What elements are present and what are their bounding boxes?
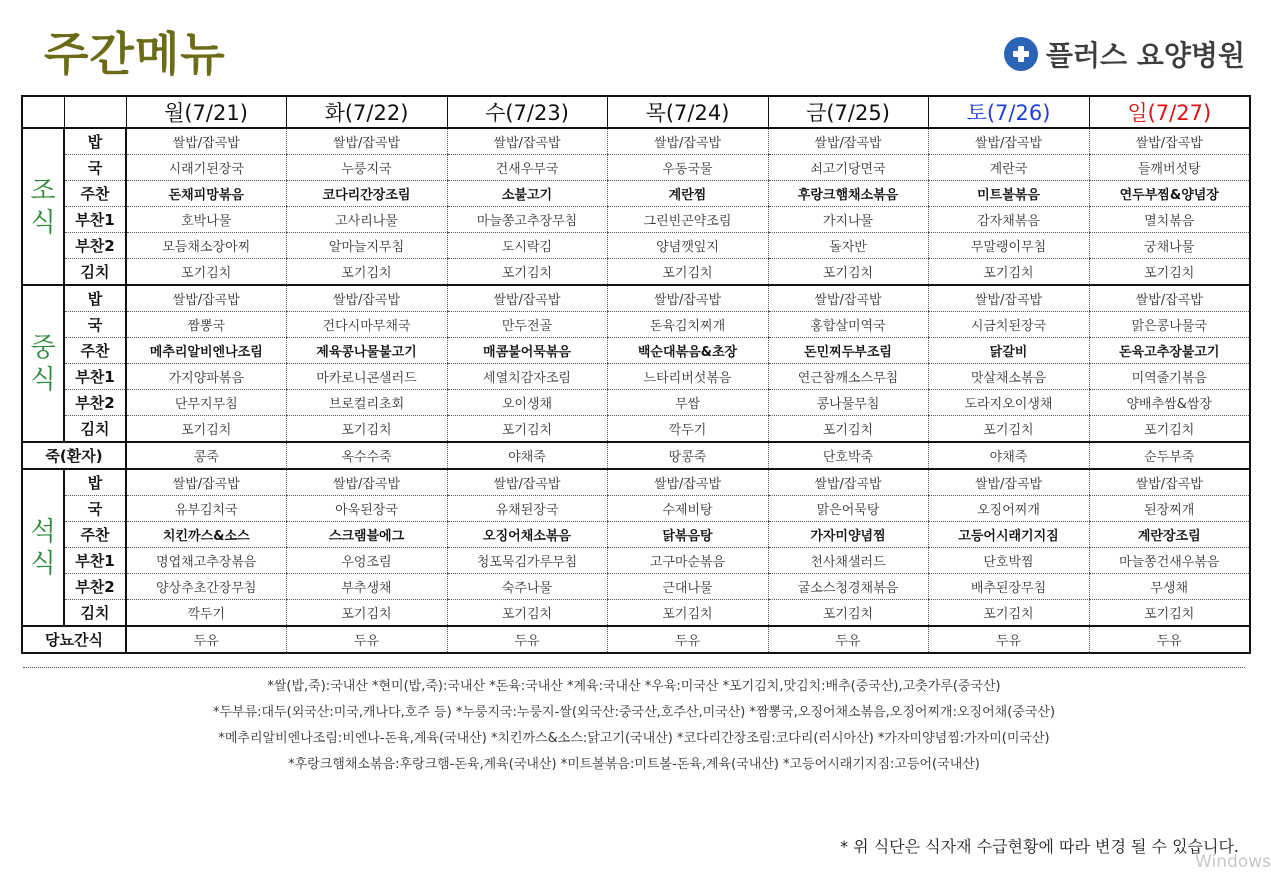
menu-row: [22, 548, 1250, 574]
menu-item: 계란찜: [607, 181, 768, 207]
menu-item: 청포묵김가루무침: [447, 548, 607, 574]
plus-cross-icon: [1004, 37, 1038, 71]
category-label: 주찬: [64, 522, 126, 548]
menu-item: 쌀밥/잡곡밥: [768, 469, 928, 496]
category-label: 밥: [64, 285, 126, 312]
menu-row: [22, 128, 1250, 155]
menu-item: 멸치볶음: [1089, 207, 1250, 233]
menu-item: 소불고기: [447, 181, 607, 207]
menu-item: 쌀밥/잡곡밥: [126, 128, 286, 155]
menu-item: 두유: [447, 626, 607, 653]
menu-item: 쌀밥/잡곡밥: [928, 285, 1089, 312]
menu-item: 들깨버섯탕: [1089, 155, 1250, 181]
menu-item: 배추된장무침: [928, 574, 1089, 600]
menu-item: 야채죽: [447, 442, 607, 469]
menu-item: 호박나물: [126, 207, 286, 233]
menu-item: 쌀밥/잡곡밥: [447, 128, 607, 155]
category-label: 국: [64, 496, 126, 522]
category-label: 부찬2: [64, 390, 126, 416]
notes-divider: [23, 667, 1245, 668]
menu-item: 쌀밥/잡곡밥: [126, 285, 286, 312]
menu-item: 궁채나물: [1089, 233, 1250, 259]
menu-item: 두유: [607, 626, 768, 653]
menu-item: 가자미양념찜: [768, 522, 928, 548]
menu-item: 깍두기: [607, 416, 768, 443]
menu-row: [22, 338, 1250, 364]
menu-item: 쌀밥/잡곡밥: [286, 469, 447, 496]
menu-item: 가지양파볶음: [126, 364, 286, 390]
menu-item: 누룽지국: [286, 155, 447, 181]
page-title: 주간메뉴: [44, 27, 226, 81]
menu-item: 고사리나물: [286, 207, 447, 233]
menu-item: 포기김치: [607, 259, 768, 286]
menu-item: 도라지오이생채: [928, 390, 1089, 416]
menu-item: 돈민찌두부조림: [768, 338, 928, 364]
change-notice: * 위 식단은 식자재 수급현황에 따라 변경 될 수 있습니다.: [840, 837, 1239, 856]
menu-row: [22, 364, 1250, 390]
menu-item: 맑은콩나물국: [1089, 312, 1250, 338]
menu-row: [22, 469, 1250, 496]
menu-item: 가지나물: [768, 207, 928, 233]
menu-item: 포기김치: [447, 600, 607, 627]
menu-item: 코다리간장조림: [286, 181, 447, 207]
menu-item: 돈육김치찌개: [607, 312, 768, 338]
menu-item: 양념깻잎지: [607, 233, 768, 259]
menu-item: 메추리알비엔나조림: [126, 338, 286, 364]
menu-item: 숙주나물: [447, 574, 607, 600]
category-label: 부찬1: [64, 207, 126, 233]
menu-item: 쌀밥/잡곡밥: [607, 469, 768, 496]
menu-row: [22, 416, 1250, 443]
origin-note-line: *쌀(밥,죽):국내산 *현미(밥,죽):국내산 *돈육:국내산 *계육:국내산 *우육:미국산 *포기김치,맛김치:배추(중국산),고춧가루(중국산): [267, 679, 1001, 694]
menu-item: 제육콩나물불고기: [286, 338, 447, 364]
menu-item: 우엉조림: [286, 548, 447, 574]
menu-item: 땅콩죽: [607, 442, 768, 469]
menu-item: 쌀밥/잡곡밥: [1089, 469, 1250, 496]
hospital-name: 플러스 요양병원: [1045, 39, 1245, 72]
category-label: 김치: [64, 259, 126, 286]
weekly-menu-table: [21, 95, 1251, 654]
day-header: 목(7/24): [607, 96, 768, 128]
menu-item: 포기김치: [928, 259, 1089, 286]
menu-row: [22, 259, 1250, 286]
origin-notes: [23, 674, 1245, 778]
menu-item: 근대나물: [607, 574, 768, 600]
menu-item: 양상추초간장무침: [126, 574, 286, 600]
menu-row: [22, 496, 1250, 522]
menu-item: 오징어채소볶음: [447, 522, 607, 548]
menu-item: 포기김치: [928, 600, 1089, 627]
menu-item: 쌀밥/잡곡밥: [286, 285, 447, 312]
day-header: 월(7/21): [126, 96, 286, 128]
meal-label-dinner: 석식: [22, 469, 64, 626]
meal-label-breakfast: 조식: [22, 128, 64, 285]
category-label: 국: [64, 312, 126, 338]
menu-row-diabetic: [22, 626, 1250, 653]
menu-row: [22, 600, 1250, 627]
menu-item: 만두전골: [447, 312, 607, 338]
category-label: 김치: [64, 416, 126, 443]
menu-item: 감자채볶음: [928, 207, 1089, 233]
menu-item: 순두부죽: [1089, 442, 1250, 469]
menu-item: 돌자반: [768, 233, 928, 259]
menu-item: 우동국물: [607, 155, 768, 181]
menu-item: 오이생채: [447, 390, 607, 416]
menu-item: 깍두기: [126, 600, 286, 627]
porridge-label: 죽(환자): [22, 442, 126, 469]
menu-item: 단무지무침: [126, 390, 286, 416]
category-label: 밥: [64, 469, 126, 496]
menu-row: [22, 522, 1250, 548]
category-label: 부찬2: [64, 574, 126, 600]
menu-item: 두유: [1089, 626, 1250, 653]
diabetic-label: 당뇨간식: [22, 626, 126, 653]
origin-note-line: *두부류:대두(외국산:미국,캐나다,호주 등) *누룽지국:누룽지-쌀(외국산:중국산,호주산,미국산) *짬뽕국,오징어채소볶음,오징어찌개:오징어채(중국산): [212, 705, 1056, 720]
menu-item: 양배추쌈&쌈장: [1089, 390, 1250, 416]
menu-item: 치킨까스&소스: [126, 522, 286, 548]
day-header: 수(7/23): [447, 96, 607, 128]
menu-item: 쌀밥/잡곡밥: [607, 128, 768, 155]
menu-item: 연두부찜&양념장: [1089, 181, 1250, 207]
menu-item: 굴소스청경채볶음: [768, 574, 928, 600]
menu-item: 맑은어묵탕: [768, 496, 928, 522]
menu-item: 짬뽕국: [126, 312, 286, 338]
menu-item: 포기김치: [768, 600, 928, 627]
category-label: 주찬: [64, 338, 126, 364]
menu-item: 백순대볶음&초장: [607, 338, 768, 364]
menu-item: 세열치감자조림: [447, 364, 607, 390]
menu-item: 연근참깨소스무침: [768, 364, 928, 390]
menu-item: 두유: [928, 626, 1089, 653]
menu-item: 고등어시래기지짐: [928, 522, 1089, 548]
menu-item: 건새우무국: [447, 155, 607, 181]
menu-item: 쌀밥/잡곡밥: [1089, 285, 1250, 312]
menu-row: [22, 312, 1250, 338]
menu-item: 쌀밥/잡곡밥: [1089, 128, 1250, 155]
menu-row: [22, 285, 1250, 312]
menu-item: 포기김치: [607, 600, 768, 627]
menu-item: 쇠고기당면국: [768, 155, 928, 181]
corner-cell: [22, 96, 64, 128]
menu-item: 미역줄기볶음: [1089, 364, 1250, 390]
menu-item: 콩죽: [126, 442, 286, 469]
day-header-sunday: 일(7/27): [1089, 96, 1250, 128]
menu-item: 두유: [126, 626, 286, 653]
menu-item: 쌀밥/잡곡밥: [607, 285, 768, 312]
day-header-saturday: 토(7/26): [928, 96, 1089, 128]
category-label: 부찬1: [64, 548, 126, 574]
menu-item: 야채죽: [928, 442, 1089, 469]
menu-item: 무말랭이무침: [928, 233, 1089, 259]
menu-item: 포기김치: [1089, 259, 1250, 286]
menu-item: 시래기된장국: [126, 155, 286, 181]
menu-item: 마카로니콘샐러드: [286, 364, 447, 390]
menu-item: 후랑크햄채소볶음: [768, 181, 928, 207]
category-label: 부찬2: [64, 233, 126, 259]
menu-item: 무생채: [1089, 574, 1250, 600]
menu-item: 고구마순볶음: [607, 548, 768, 574]
menu-item: 두유: [286, 626, 447, 653]
menu-row-porridge: [22, 442, 1250, 469]
menu-item: 포기김치: [286, 600, 447, 627]
menu-item: 두유: [768, 626, 928, 653]
menu-item: 명엽채고추장볶음: [126, 548, 286, 574]
menu-item: 모듬채소장아찌: [126, 233, 286, 259]
menu-item: 느타리버섯볶음: [607, 364, 768, 390]
menu-row: [22, 181, 1250, 207]
menu-item: 콩나물무침: [768, 390, 928, 416]
menu-item: 포기김치: [126, 416, 286, 443]
menu-item: 닭볶음탕: [607, 522, 768, 548]
category-header-cell: [64, 96, 126, 128]
menu-row: [22, 390, 1250, 416]
menu-item: 스크램블에그: [286, 522, 447, 548]
menu-item: 건다시마무채국: [286, 312, 447, 338]
menu-item: 포기김치: [928, 416, 1089, 443]
menu-item: 포기김치: [768, 259, 928, 286]
menu-item: 돈육고추장불고기: [1089, 338, 1250, 364]
menu-item: 알마늘지무침: [286, 233, 447, 259]
day-header: 화(7/22): [286, 96, 447, 128]
meal-label-lunch: 중식: [22, 285, 64, 442]
menu-item: 무쌈: [607, 390, 768, 416]
menu-item: 매콤불어묵볶음: [447, 338, 607, 364]
menu-item: 쌀밥/잡곡밥: [768, 128, 928, 155]
menu-item: 포기김치: [447, 259, 607, 286]
menu-item: 마늘쫑고추장무침: [447, 207, 607, 233]
origin-note-line: *메추리알비엔나조림:비엔나-돈육,계육(국내산) *치킨까스&소스:닭고기(국내산) *코다리간장조림:코다리(러시아산) *가자미양념찜:가자미(미국산): [218, 731, 1050, 746]
category-label: 김치: [64, 600, 126, 627]
menu-item: 쌀밥/잡곡밥: [447, 285, 607, 312]
menu-item: 마늘쫑건새우볶음: [1089, 548, 1250, 574]
menu-row: [22, 574, 1250, 600]
menu-item: 홍합살미역국: [768, 312, 928, 338]
category-label: 부찬1: [64, 364, 126, 390]
menu-item: 쌀밥/잡곡밥: [928, 128, 1089, 155]
category-label: 주찬: [64, 181, 126, 207]
menu-item: 포기김치: [1089, 416, 1250, 443]
hospital-brand: [1004, 34, 1245, 74]
category-label: 밥: [64, 128, 126, 155]
menu-item: 그린빈곤약조림: [607, 207, 768, 233]
menu-row: [22, 155, 1250, 181]
menu-row: [22, 233, 1250, 259]
day-header: 금(7/25): [768, 96, 928, 128]
menu-item: 쌀밥/잡곡밥: [447, 469, 607, 496]
menu-item: 쌀밥/잡곡밥: [286, 128, 447, 155]
menu-item: 계란국: [928, 155, 1089, 181]
menu-item: 포기김치: [768, 416, 928, 443]
menu-item: 유채된장국: [447, 496, 607, 522]
menu-item: 쌀밥/잡곡밥: [126, 469, 286, 496]
menu-item: 유부김치국: [126, 496, 286, 522]
menu-item: 포기김치: [447, 416, 607, 443]
day-header-row: [22, 96, 1250, 128]
menu-item: 포기김치: [1089, 600, 1250, 627]
origin-note-line: *후랑크햄채소볶음:후랑크햄-돈육,계육(국내산) *미트볼볶음:미트볼-돈육,계육(국내산) *고등어시래기지짐:고등어(국내산): [288, 757, 980, 772]
menu-item: 맛살채소볶음: [928, 364, 1089, 390]
menu-item: 단호박죽: [768, 442, 928, 469]
menu-item: 부추생채: [286, 574, 447, 600]
menu-item: 천사채샐러드: [768, 548, 928, 574]
menu-item: 계란장조림: [1089, 522, 1250, 548]
menu-item: 닭갈비: [928, 338, 1089, 364]
menu-item: 수제비탕: [607, 496, 768, 522]
menu-item: 포기김치: [286, 259, 447, 286]
menu-item: 옥수수죽: [286, 442, 447, 469]
menu-item: 브로컬리초회: [286, 390, 447, 416]
menu-item: 포기김치: [126, 259, 286, 286]
menu-item: 시금치된장국: [928, 312, 1089, 338]
menu-item: 돈채피망볶음: [126, 181, 286, 207]
menu-item: 아욱된장국: [286, 496, 447, 522]
menu-row: [22, 207, 1250, 233]
menu-item: 단호박찜: [928, 548, 1089, 574]
windows-watermark: Windows: [1195, 852, 1271, 872]
menu-item: 오징어찌개: [928, 496, 1089, 522]
menu-item: 미트볼볶음: [928, 181, 1089, 207]
menu-item: 도시락김: [447, 233, 607, 259]
menu-item: 포기김치: [286, 416, 447, 443]
category-label: 국: [64, 155, 126, 181]
menu-item: 쌀밥/잡곡밥: [768, 285, 928, 312]
menu-item: 된장찌개: [1089, 496, 1250, 522]
menu-item: 쌀밥/잡곡밥: [928, 469, 1089, 496]
